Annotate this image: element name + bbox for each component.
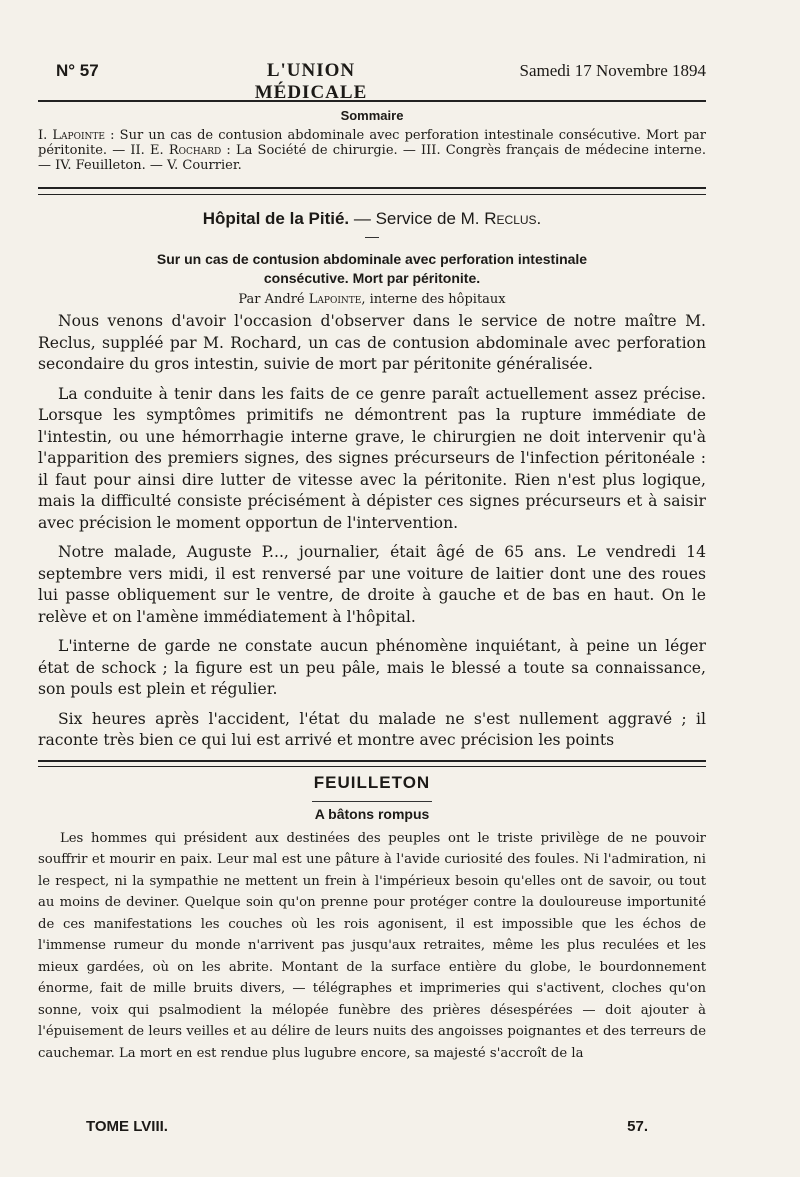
- journal-page: [38, 44, 706, 1064]
- article-paragraph: Notre malade, Auguste P..., journalier, était âgé de 65 ans. Le vendredi 14 septembre vers midi, il est renversé par une voiture de laitier dont une des roues lui passe obliquement sur le ventre, de droite à gauche et de bas en haut. On le relève et on l'amène immédiatement à l'hôpital.: [38, 543, 706, 626]
- page-number: 57.: [627, 1118, 648, 1135]
- feuilleton-rule: [312, 801, 432, 802]
- article-paragraph: Six heures après l'accident, l'état du malade ne s'est nullement aggravé ; il raconte très bien ce qui lui est arrivé et montre avec précision les points: [38, 709, 706, 749]
- article-paragraph: La conduite à tenir dans les faits de ce genre paraît actuellement assez précise. Lorsque les symptômes primitifs ne démontrent pas la rupture immédiate de l'intestin, ou une hémorrhagie interne grave, le chirurgien ne doit intervenir qu'à l'apparition des premiers signes, des signes précurseurs de l'infection péritonéale : il faut pour ainsi dire lutter de vitesse avec la péritonite. Rien n'est plus logique, mais la difficulté consiste précisément à dépister ces signes précurseurs et à saisir avec précision le moment opportun de l'intervention.: [38, 384, 706, 532]
- article-paragraph: Nous venons d'avoir l'occasion d'observer dans le service de notre maître M. Reclus, suppléé par M. Rochard, un cas de contusion abdominale avec perforation secondaire du gros intestin, suivie de mort par péritonite généralisée.: [38, 312, 706, 373]
- summary-text: [38, 128, 706, 173]
- page-header: [38, 44, 706, 102]
- feuilleton-body: [38, 828, 706, 1065]
- service-name: Reclus: [484, 209, 537, 228]
- journal-title: L'UNION MÉDICALE: [254, 60, 368, 103]
- summary: [38, 102, 706, 179]
- heading-rule: [365, 237, 379, 238]
- issue-date: Samedi 17 Novembre 1894: [519, 61, 706, 80]
- page-footer: [38, 1118, 706, 1135]
- article-title-line1: Sur un cas de contusion abdominale avec perforation intestinale: [156, 251, 588, 267]
- hospital-heading: [38, 209, 706, 229]
- summary-author-lapointe: Lapointe: [52, 128, 105, 143]
- section-divider: [38, 187, 706, 195]
- issue-number: N° 57: [56, 61, 99, 80]
- summary-item1-prefix: I.: [38, 128, 53, 143]
- summary-item2-text: : La Société de chirurgie. — III. Congrès français de médecine interne. — IV. Feuilleton. — V. Courrier.: [38, 143, 706, 173]
- summary-author-rochard: Rochard: [168, 143, 222, 158]
- article-title: [58, 250, 686, 288]
- feuilleton-divider: [38, 760, 706, 767]
- summary-item1-text: : Sur un cas de contusion abdominale avec perforation intestinale consécutive. Mort par péritonite. — II. E.: [38, 128, 706, 158]
- article-paragraph: L'interne de garde ne constate aucun phénomène inquiétant, à peine un léger état de schock ; la figure est un peu pâle, mais le blessé a toute sa connaissance, son pouls est plein et régulier.: [38, 637, 706, 698]
- hospital-name: Hôpital de la Pitié.: [202, 209, 350, 228]
- byline-author: Lapointe: [308, 292, 362, 307]
- feuilleton-subtitle: A bâtons rompus: [314, 805, 430, 822]
- byline: [38, 292, 706, 307]
- feuilleton-title: FEUILLETON: [313, 772, 431, 792]
- article-body: [38, 311, 706, 752]
- article-title-line2: consécutive. Mort par péritonite.: [263, 270, 481, 286]
- byline-suffix: , interne des hôpitaux: [361, 292, 506, 307]
- summary-title: Sommaire: [340, 108, 404, 123]
- service-suffix: .: [536, 209, 542, 228]
- byline-prefix: Par André: [238, 292, 309, 307]
- feuilleton-paragraph: Les hommes qui président aux destinées des peuples ont le triste privilège de ne pouvoir souffrir et mourir en paix. Leur mal est une pâture à l'avide curiosité des foules. Ni l'admiration, ni le respect, ni la sympathie ne mettent un frein à l'impérieux besoin qu'elles ont de savoir, ou tout au moins de deviner. Quelque soin qu'on prenne pour protéger contre la douloureuse importunité de ces manifestations les couches où les rois agonisent, il est impossible que les échos de l'immense rumeur du monde n'arrivent pas jusqu'aux retraites, même les plus reculées et les mieux gardées, où on les abrite. Montant de la surface entière du globe, le bourdonnement énorme, fait de mille bruits divers, — télégraphes et imprimeries qui s'activent, cloches qu'on sonne, voix qui psalmodient la mélopée funèbre des prières désespérées — doit ajouter à l'épuisement de leurs veilles et au délire de leurs nuits des angoisses poignantes et des terreurs de cauchemar. La mort en est rendue plus lugubre encore, sa majesté s'accroît de la: [38, 830, 706, 1061]
- service-prefix: — Service de M.: [349, 209, 485, 228]
- tome-label: TOME LVIII.: [86, 1118, 168, 1135]
